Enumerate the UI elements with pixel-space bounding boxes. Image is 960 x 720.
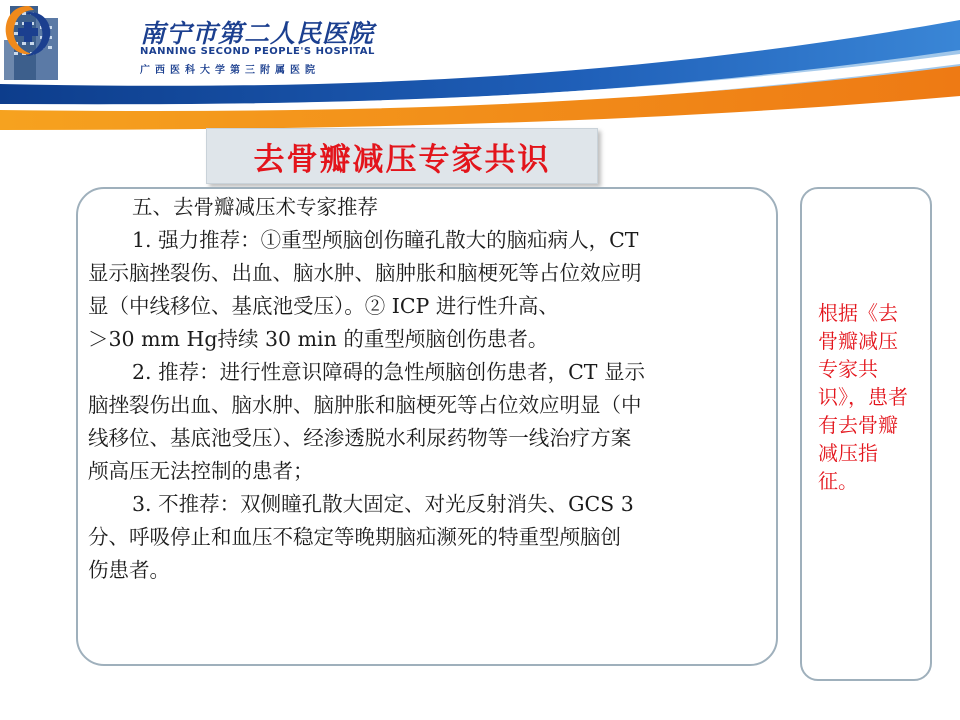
hospital-logo-icon [0,0,56,60]
consensus-text-scan [88,191,738,587]
side-note-text: 根据《去骨瓣减压专家共识》，患者有去骨瓣减压指征。 [818,301,908,493]
content-line: 3. 不推荐：双侧瞳孔散大固定、对光反射消失、GCS 3 [132,492,634,516]
slide-title: 去骨瓣减压专家共识 [253,141,551,178]
content-line: 伤患者。 [88,558,170,582]
content-line: 颅高压无法控制的患者； [88,459,314,483]
content-line: 线移位、基底池受压）、经渗透脱水利尿药物等一线治疗方案 [88,426,632,450]
content-line: 显（中线移位、基底池受压）。② ICP 进行性升高、 [88,294,559,318]
side-note-panel [800,187,932,681]
content-line: 分、呼吸停止和血压不稳定等晚期脑疝濒死的特重型颅脑创 [88,525,621,549]
content-line: ＞30 mm Hg持续 30 min 的重型颅脑创伤患者。 [88,327,549,351]
content-line: 2. 推荐：进行性意识障碍的急性颅脑创伤患者，CT 显示 [132,360,645,384]
section-heading: 五、去骨瓣减压术专家推荐 [132,195,378,219]
content-line: 显示脑挫裂伤、出血、脑水肿、脑肿胀和脑梗死等占位效应明 [88,261,642,285]
hospital-affiliation: 广西医科大学第三附属医院 [140,65,320,76]
hospital-name-en: NANNING SECOND PEOPLE'S HOSPITAL [140,46,375,57]
content-line: 1. 强力推荐：①重型颅脑创伤瞳孔散大的脑疝病人，CT [132,228,639,252]
consensus-text-panel [76,187,778,666]
content-line: 脑挫裂伤出血、脑水肿、脑肿胀和脑梗死等占位效应明显（中 [88,393,642,417]
slide-title-box [206,128,598,184]
hospital-name-cn: 南宁市第二人民医院 [140,19,375,48]
header-banner [0,0,960,130]
